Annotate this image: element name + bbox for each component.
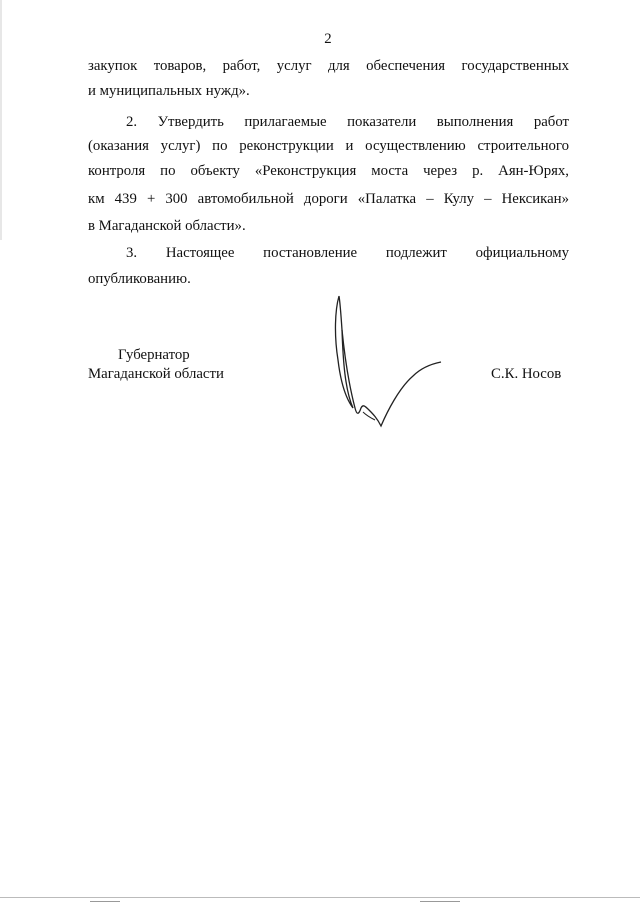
paragraph-line: контроля по объекту «Реконструкция моста через р. Аян-Юрях, bbox=[88, 163, 569, 179]
paragraph-line: 3. Настоящее постановление подлежит официальному bbox=[126, 245, 569, 261]
scan-bottom-edge bbox=[0, 897, 640, 898]
paragraph-line: 2. Утвердить прилагаемые показатели выполнения работ bbox=[126, 114, 569, 130]
scan-artifact bbox=[420, 901, 460, 902]
paragraph-line: и муниципальных нужд». bbox=[88, 83, 250, 99]
signatory-title: Губернатор bbox=[118, 347, 190, 363]
scan-artifact bbox=[90, 901, 120, 902]
signatory-name: С.К. Носов bbox=[491, 366, 562, 382]
paragraph-line: опубликованию. bbox=[88, 271, 191, 287]
page-number: 2 bbox=[324, 31, 332, 47]
handwritten-signature bbox=[325, 290, 455, 440]
paragraph-line: (оказания услуг) по реконструкции и осуществлению строительного bbox=[88, 138, 569, 154]
paragraph-line: закупок товаров, работ, услуг для обеспечения государственных bbox=[88, 58, 569, 74]
paragraph-line: км 439 + 300 автомобильной дороги «Палатка – Кулу – Нексикан» bbox=[88, 191, 569, 207]
paragraph-line: в Магаданской области». bbox=[88, 218, 246, 234]
signatory-region: Магаданской области bbox=[88, 366, 224, 382]
